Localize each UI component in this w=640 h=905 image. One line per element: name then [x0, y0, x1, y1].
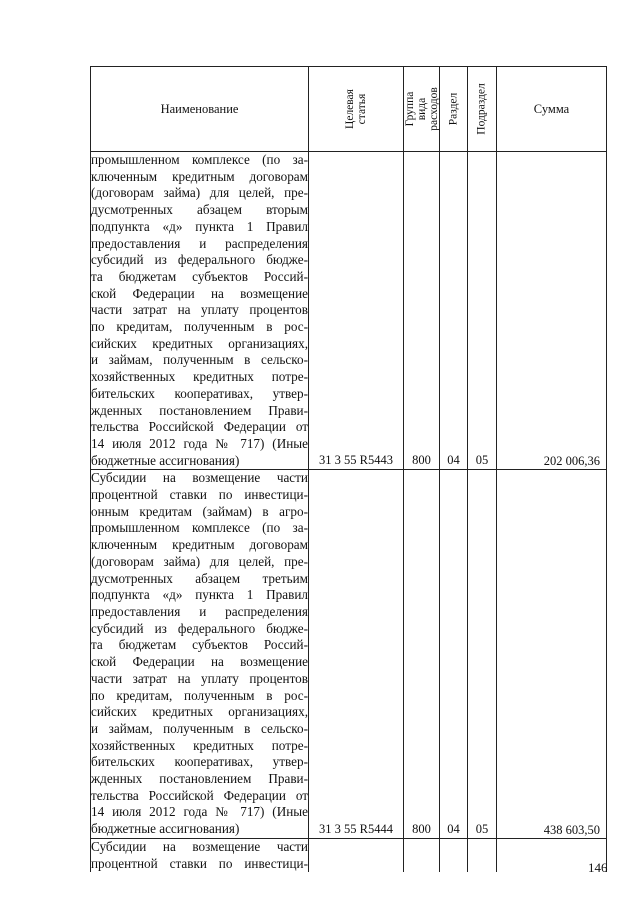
description-line: части затрат на уплату процентов	[91, 302, 308, 318]
description-line: промышленном комплексе (по за-	[91, 152, 308, 167]
table-body	[91, 152, 607, 873]
description-line: дусмотренных абзацем вторым	[91, 202, 308, 218]
description-line: подпункта «д» пункта 1 Правил	[91, 218, 308, 234]
description-line: Субсидии на возмещение части	[91, 838, 308, 854]
description-line: (договорам займа) для целей, пре-	[91, 553, 308, 569]
subsection-cell	[468, 838, 497, 872]
header-target-article-label: Целевая статья	[344, 89, 368, 129]
description-line: предоставления и распределения	[91, 235, 308, 251]
description-line: тельства Российской Федерации от	[91, 419, 308, 435]
description-line: процентной ставки по инвестици-	[91, 487, 308, 503]
page-number: 146	[588, 860, 608, 875]
section-cell: 04	[440, 470, 468, 838]
description-line: части затрат на уплату процентов	[91, 670, 308, 686]
description-line: ской Федерации на возмещение	[91, 654, 308, 670]
section-cell: 04	[440, 152, 468, 470]
target-article-cell: 31 3 55 R5444	[309, 470, 404, 838]
row-description	[91, 838, 309, 872]
header-subsection	[468, 67, 497, 152]
header-section-label: Раздел	[447, 92, 460, 126]
subsection-cell: 05	[468, 152, 497, 470]
description-line: сийских кредитных организациях,	[91, 335, 308, 351]
description-line: бительских кооперативах, утвер-	[91, 754, 308, 770]
table-header	[91, 67, 607, 152]
description-line: и займам, полученным в сельско-	[91, 720, 308, 736]
row-description	[91, 470, 309, 838]
row-description	[91, 152, 309, 470]
description-line: ключенным кредитным договорам	[91, 537, 308, 553]
description-line: и займам, полученным в сельско-	[91, 352, 308, 368]
description-line: Субсидии на возмещение части	[91, 470, 308, 486]
description-line: та бюджетам субъектов Россий-	[91, 268, 308, 284]
header-section	[440, 67, 468, 152]
amount-cell: 438 603,50	[497, 470, 607, 838]
description-line: дусмотренных абзацем третьим	[91, 570, 308, 586]
budget-table	[90, 66, 607, 872]
header-amount-label: Сумма	[533, 101, 570, 116]
description-line: бюджетные ассигнования)	[91, 452, 240, 468]
description-line: промышленном комплексе (по за-	[91, 520, 308, 536]
expense-group-cell: 800	[404, 470, 440, 838]
description-line: по кредитам, полученным в рос-	[91, 319, 308, 335]
expense-group-cell: 800	[404, 152, 440, 470]
description-line: жденных постановлением Прави-	[91, 402, 308, 418]
header-expense-group-label: Группа вида расходов	[403, 87, 440, 131]
description-line: по кредитам, полученным в рос-	[91, 687, 308, 703]
header-expense-group	[404, 67, 440, 152]
header-target-article	[309, 67, 404, 152]
description-line: субсидий из федерального бюдже-	[91, 620, 308, 636]
description-line: та бюджетам субъектов Россий-	[91, 637, 308, 653]
description-line: тельства Российской Федерации от	[91, 787, 308, 803]
description-line: ключенным кредитным договорам	[91, 168, 308, 184]
description-line: бюджетные ассигнования)	[91, 821, 240, 837]
table-row	[91, 152, 607, 470]
description-line: бительских кооперативах, утвер-	[91, 385, 308, 401]
description-line: жденных постановлением Прави-	[91, 771, 308, 787]
section-cell	[440, 838, 468, 872]
table-row	[91, 838, 607, 872]
table-row	[91, 470, 607, 838]
target-article-cell: 31 3 55 R5443	[309, 152, 404, 470]
amount-cell: 202 006,36	[497, 152, 607, 470]
description-line: предоставления и распределения	[91, 603, 308, 619]
header-subsection-label: Подраздел	[476, 83, 488, 135]
description-line: хозяйственных кредитных потре-	[91, 369, 308, 385]
description-line: 14 июля 2012 года № 717) (Иные	[91, 804, 308, 820]
description-line: сийских кредитных организациях,	[91, 704, 308, 720]
description-line: онным кредитам (займам) в агро-	[91, 503, 308, 519]
description-line: субсидий из федерального бюдже-	[91, 252, 308, 268]
description-line: (договорам займа) для целей, пре-	[91, 185, 308, 201]
header-amount	[497, 67, 607, 152]
header-name-label: Наименование	[160, 101, 239, 116]
description-line: ской Федерации на возмещение	[91, 285, 308, 301]
description-line: хозяйственных кредитных потре-	[91, 737, 308, 753]
expense-group-cell	[404, 838, 440, 872]
description-line: подпункта «д» пункта 1 Правил	[91, 587, 308, 603]
target-article-cell	[309, 838, 404, 872]
header-name	[91, 67, 309, 152]
subsection-cell: 05	[468, 470, 497, 838]
description-line: 14 июля 2012 года № 717) (Иные	[91, 435, 308, 451]
description-line: процентной ставки по инвестици-	[91, 855, 308, 871]
